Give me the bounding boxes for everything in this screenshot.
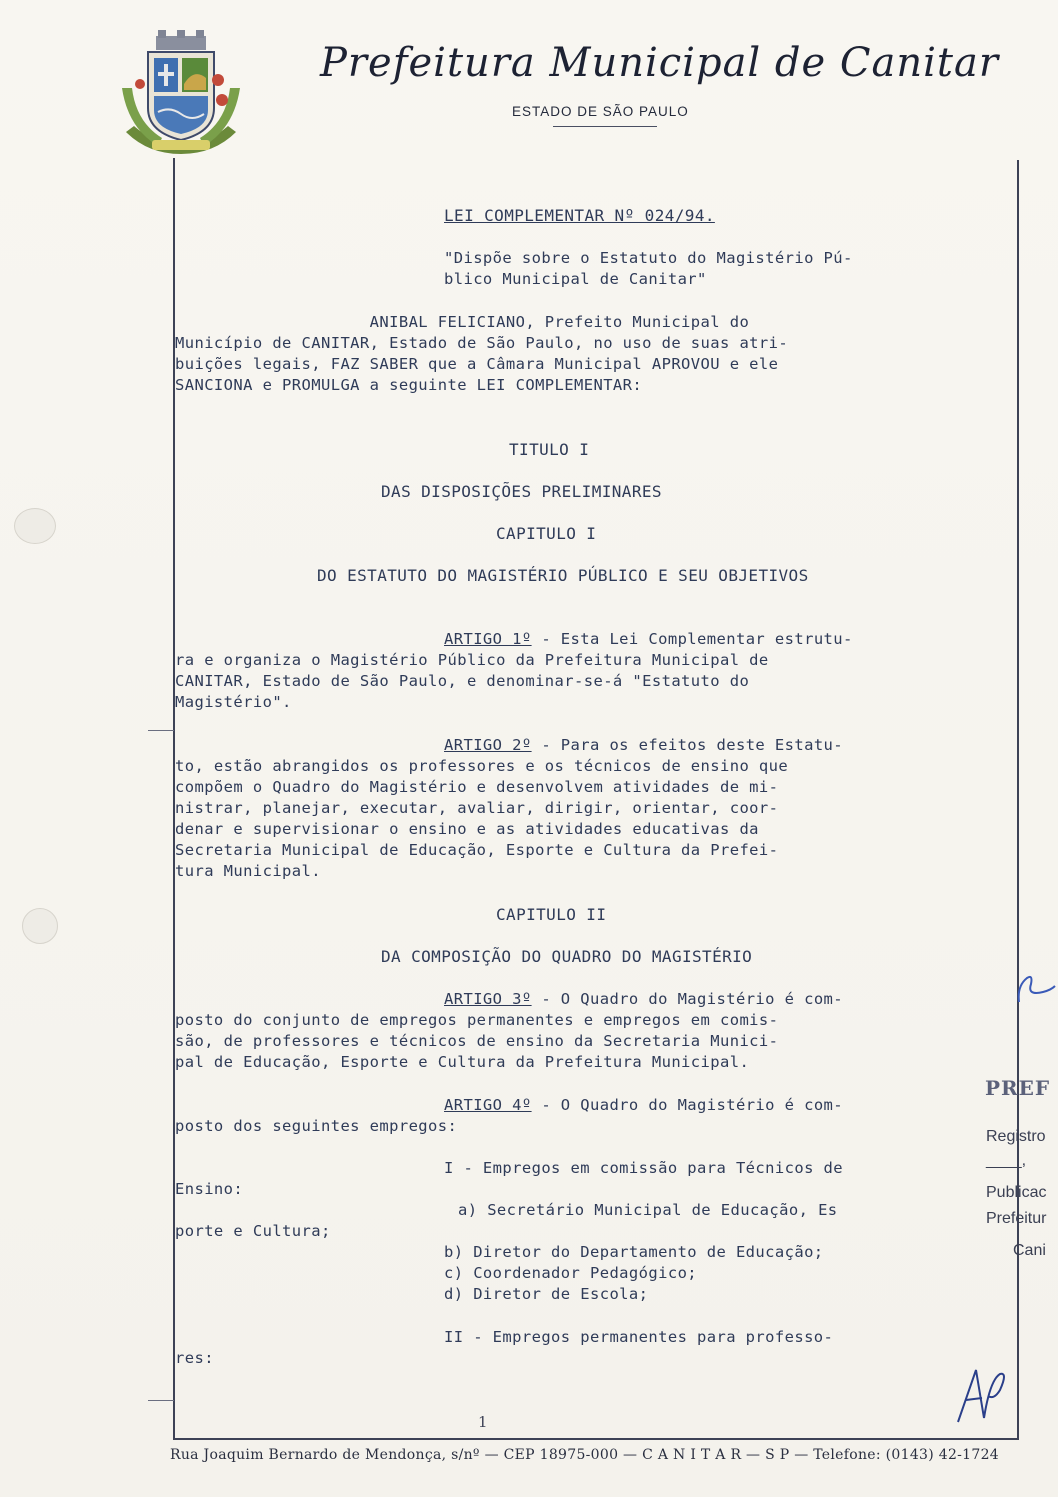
header-divider: [553, 126, 657, 127]
page-number: 1: [478, 1413, 488, 1431]
article-2-line: tura Municipal.: [175, 862, 321, 880]
stamp-line: ____,: [986, 1152, 1027, 1169]
article-3-line: pal de Educação, Esporte e Cultura da Prefeitura Municipal.: [175, 1053, 750, 1071]
preamble-line: Município de CANITAR, Estado de São Paulo, no uso de suas atri-: [175, 334, 789, 352]
article-4-line: posto dos seguintes empregos:: [175, 1117, 458, 1135]
preamble-line: SANCIONA e PROMULGA a seguinte LEI COMPLEMENTAR:: [175, 376, 643, 394]
footer-address: Rua Joaquim Bernardo de Mendonça, s/nº — CEP 18975-000 — C A N I T A R — S P — Telefone: (0143) 42-1724: [170, 1447, 1000, 1463]
chapter-subheading: DA COMPOSIÇÃO DO QUADRO DO MAGISTÉRIO: [381, 947, 753, 966]
list-item: II - Empregos permanentes para professo-: [444, 1328, 834, 1346]
margin-tick: [148, 1400, 174, 1401]
article-2-line: to, estão abrangidos os professores e os técnicos de ensino que: [175, 757, 789, 775]
list-item: I - Empregos em comissão para Técnicos de: [444, 1159, 844, 1177]
stamp-mark-icon: [1013, 972, 1057, 1008]
article-3-line: posto do conjunto de empregos permanentes e empregos em comis-: [175, 1011, 779, 1029]
punch-hole-top: [14, 508, 56, 544]
article-2-text: - Para os efeitos deste Estatu-: [531, 736, 844, 754]
list-item: c) Coordenador Pedagógico;: [444, 1264, 698, 1282]
article-4-text: - O Quadro do Magistério é com-: [531, 1096, 844, 1114]
header-title: Prefeitura Municipal de Canitar: [320, 40, 999, 86]
stamp-line: Publicac: [986, 1184, 1047, 1201]
article-1-label: ARTIGO 1º: [444, 630, 532, 648]
frame-bottom-line: [173, 1438, 1018, 1440]
article-1-line: ra e organiza o Magistério Público da Prefeitura Municipal de: [175, 651, 769, 669]
article-1-text: - Esta Lei Complementar estrutu-: [531, 630, 853, 648]
article-2-label: ARTIGO 2º: [444, 736, 532, 754]
article-3-label: ARTIGO 3º: [444, 990, 532, 1008]
list-item: b) Diretor do Departamento de Educação;: [444, 1243, 824, 1261]
article-1-line: Magistério".: [175, 693, 292, 711]
list-item: Ensino:: [175, 1180, 244, 1198]
article-2-line: nistrar, planejar, executar, avaliar, dirigir, orientar, coor-: [175, 799, 779, 817]
list-item: d) Diretor de Escola;: [444, 1285, 649, 1303]
law-title: LEI COMPLEMENTAR Nº 024/94.: [444, 206, 715, 225]
article-3-line: são, de professores e técnicos de ensino da Secretaria Munici-: [175, 1032, 779, 1050]
article-1-line: CANITAR, Estado de São Paulo, e denominar-se-á "Estatuto do: [175, 672, 750, 690]
article-2-line: denar e supervisionar o ensino e as atividades educativas da: [175, 820, 759, 838]
ementa-line: blico Municipal de Canitar": [444, 270, 707, 288]
stamp-line: Cani: [1013, 1242, 1046, 1259]
article-4-line: [444, 1095, 843, 1116]
titulo-subheading: DAS DISPOSIÇÕES PRELIMINARES: [381, 482, 662, 501]
municipal-crest-logo: [118, 28, 244, 158]
handwritten-initials: [950, 1360, 1010, 1430]
article-3-text: - O Quadro do Magistério é com-: [531, 990, 844, 1008]
list-item: porte e Cultura;: [175, 1222, 331, 1240]
article-1-line: [444, 629, 853, 650]
stamp-text: PREF: [985, 1076, 1051, 1100]
article-2-line: [444, 735, 843, 756]
article-2-line: Secretaria Municipal de Educação, Esporte e Cultura da Prefei-: [175, 841, 779, 859]
article-2-line: compõem o Quadro do Magistério e desenvolvem atividades de mi-: [175, 778, 779, 796]
chapter-heading: CAPITULO I: [496, 524, 597, 543]
article-3-line: [444, 989, 843, 1010]
chapter-subheading: DO ESTATUTO DO MAGISTÉRIO PÚBLICO E SEU OBJETIVOS: [317, 566, 809, 585]
titulo-heading: TITULO I: [509, 440, 590, 459]
list-item: a) Secretário Municipal de Educação, Es: [458, 1201, 838, 1219]
punch-hole-bottom: [22, 908, 58, 944]
ementa-line: "Dispõe sobre o Estatuto do Magistério Pú-: [444, 249, 853, 267]
article-4-label: ARTIGO 4º: [444, 1096, 532, 1114]
header-state: ESTADO DE SÃO PAULO: [512, 104, 689, 119]
stamp-line: Registro: [986, 1128, 1046, 1145]
preamble-line: ANIBAL FELICIANO, Prefeito Municipal do: [175, 313, 750, 331]
list-item: res:: [175, 1349, 214, 1367]
margin-tick: [148, 730, 174, 731]
stamp-line: Prefeitur: [986, 1210, 1047, 1227]
preamble-line: buições legais, FAZ SABER que a Câmara Municipal APROVOU e ele: [175, 355, 779, 373]
chapter-heading: CAPITULO II: [496, 905, 607, 924]
